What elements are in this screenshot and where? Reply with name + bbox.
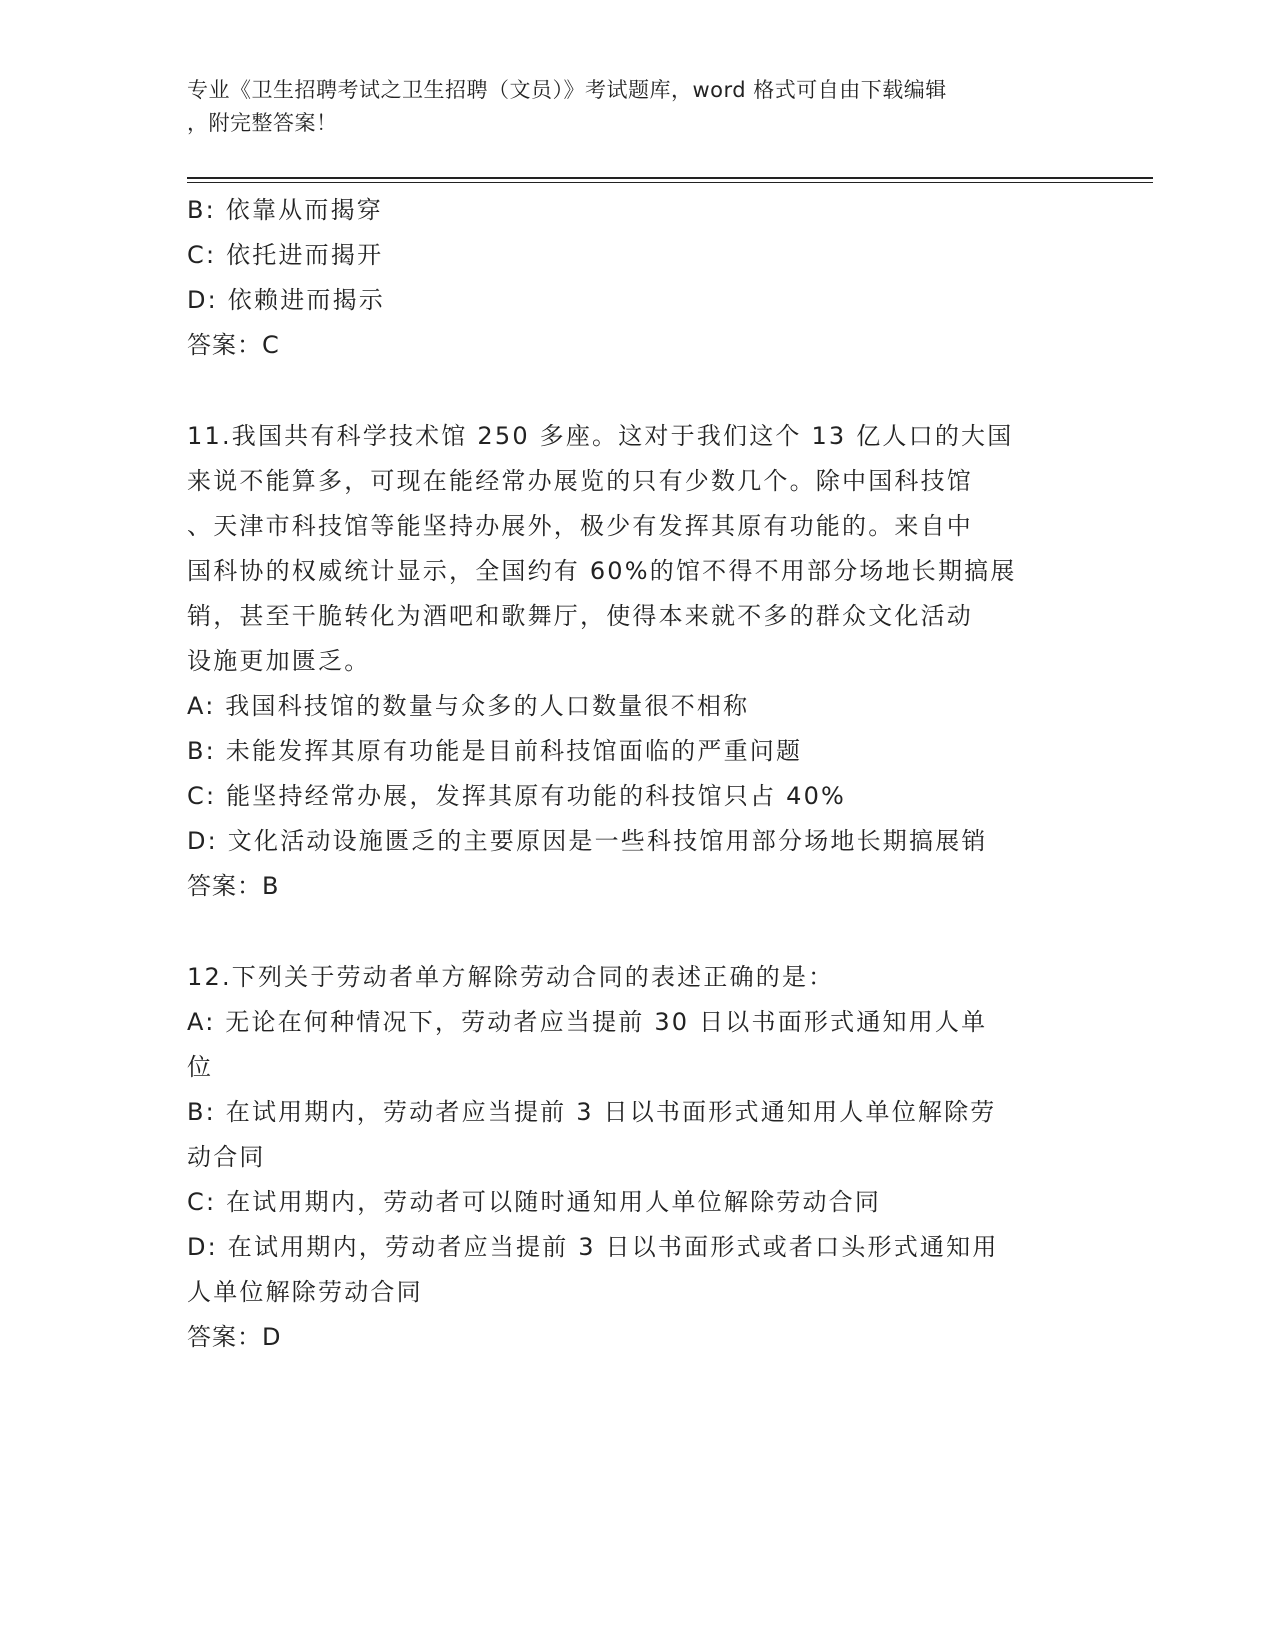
question-stem-line: 11.我国共有科学技术馆 250 多座。这对于我们这个 13 亿人口的大国 bbox=[187, 422, 1014, 450]
page-header bbox=[187, 74, 1087, 140]
option-b-line: 动合同 bbox=[187, 1143, 266, 1171]
question-11 bbox=[187, 414, 1087, 909]
option-c: C: 能坚持经常办展，发挥其原有功能的科技馆只占 40% bbox=[187, 782, 847, 810]
header-line-1: 专业《卫生招聘考试之卫生招聘（文员）》考试题库，word 格式可自由下载编辑 bbox=[187, 78, 947, 102]
header-divider-thick bbox=[187, 177, 1153, 179]
option-a-line: 位 bbox=[187, 1053, 214, 1081]
question-stem-line: 国科协的权威统计显示，全国约有 60%的馆不得不用部分场地长期搞展 bbox=[187, 557, 1017, 585]
option-d: D: 依赖进而揭示 bbox=[187, 286, 385, 314]
spacer bbox=[187, 909, 1087, 955]
spacer bbox=[187, 368, 1087, 414]
option-c: C: 在试用期内，劳动者可以随时通知用人单位解除劳动合同 bbox=[187, 1188, 882, 1216]
option-b: B: 依靠从而揭穿 bbox=[187, 196, 383, 224]
option-b: B: 未能发挥其原有功能是目前科技馆面临的严重问题 bbox=[187, 737, 803, 765]
question-stem-line: 销，甚至干脆转化为酒吧和歌舞厅，使得本来就不多的群众文化活动 bbox=[187, 602, 973, 630]
option-a: A: 我国科技馆的数量与众多的人口数量很不相称 bbox=[187, 692, 750, 720]
question-10-partial bbox=[187, 188, 1087, 368]
option-d-line: D: 在试用期内，劳动者应当提前 3 日以书面形式或者口头形式通知用 bbox=[187, 1233, 999, 1261]
option-a-line: A: 无论在何种情况下，劳动者应当提前 30 日以书面形式通知用人单 bbox=[187, 1008, 988, 1036]
question-stem-line: 设施更加匮乏。 bbox=[187, 647, 371, 675]
option-c: C: 依托进而揭开 bbox=[187, 241, 384, 269]
answer: 答案：D bbox=[187, 1323, 282, 1351]
header-line-2: ，附完整答案！ bbox=[187, 111, 338, 135]
option-d: D: 文化活动设施匮乏的主要原因是一些科技馆用部分场地长期搞展销 bbox=[187, 827, 988, 855]
header-divider-thin bbox=[187, 182, 1153, 183]
answer: 答案：C bbox=[187, 331, 280, 359]
question-stem: 12.下列关于劳动者单方解除劳动合同的表述正确的是： bbox=[187, 963, 835, 991]
question-stem-line: 、天津市科技馆等能坚持办展外，极少有发挥其原有功能的。来自中 bbox=[187, 512, 973, 540]
option-d-line: 人单位解除劳动合同 bbox=[187, 1278, 423, 1306]
answer: 答案：B bbox=[187, 872, 280, 900]
question-12 bbox=[187, 955, 1087, 1360]
question-content bbox=[187, 188, 1087, 1360]
question-stem-line: 来说不能算多，可现在能经常办展览的只有少数几个。除中国科技馆 bbox=[187, 467, 973, 495]
option-b-line: B: 在试用期内，劳动者应当提前 3 日以书面形式通知用人单位解除劳 bbox=[187, 1098, 997, 1126]
